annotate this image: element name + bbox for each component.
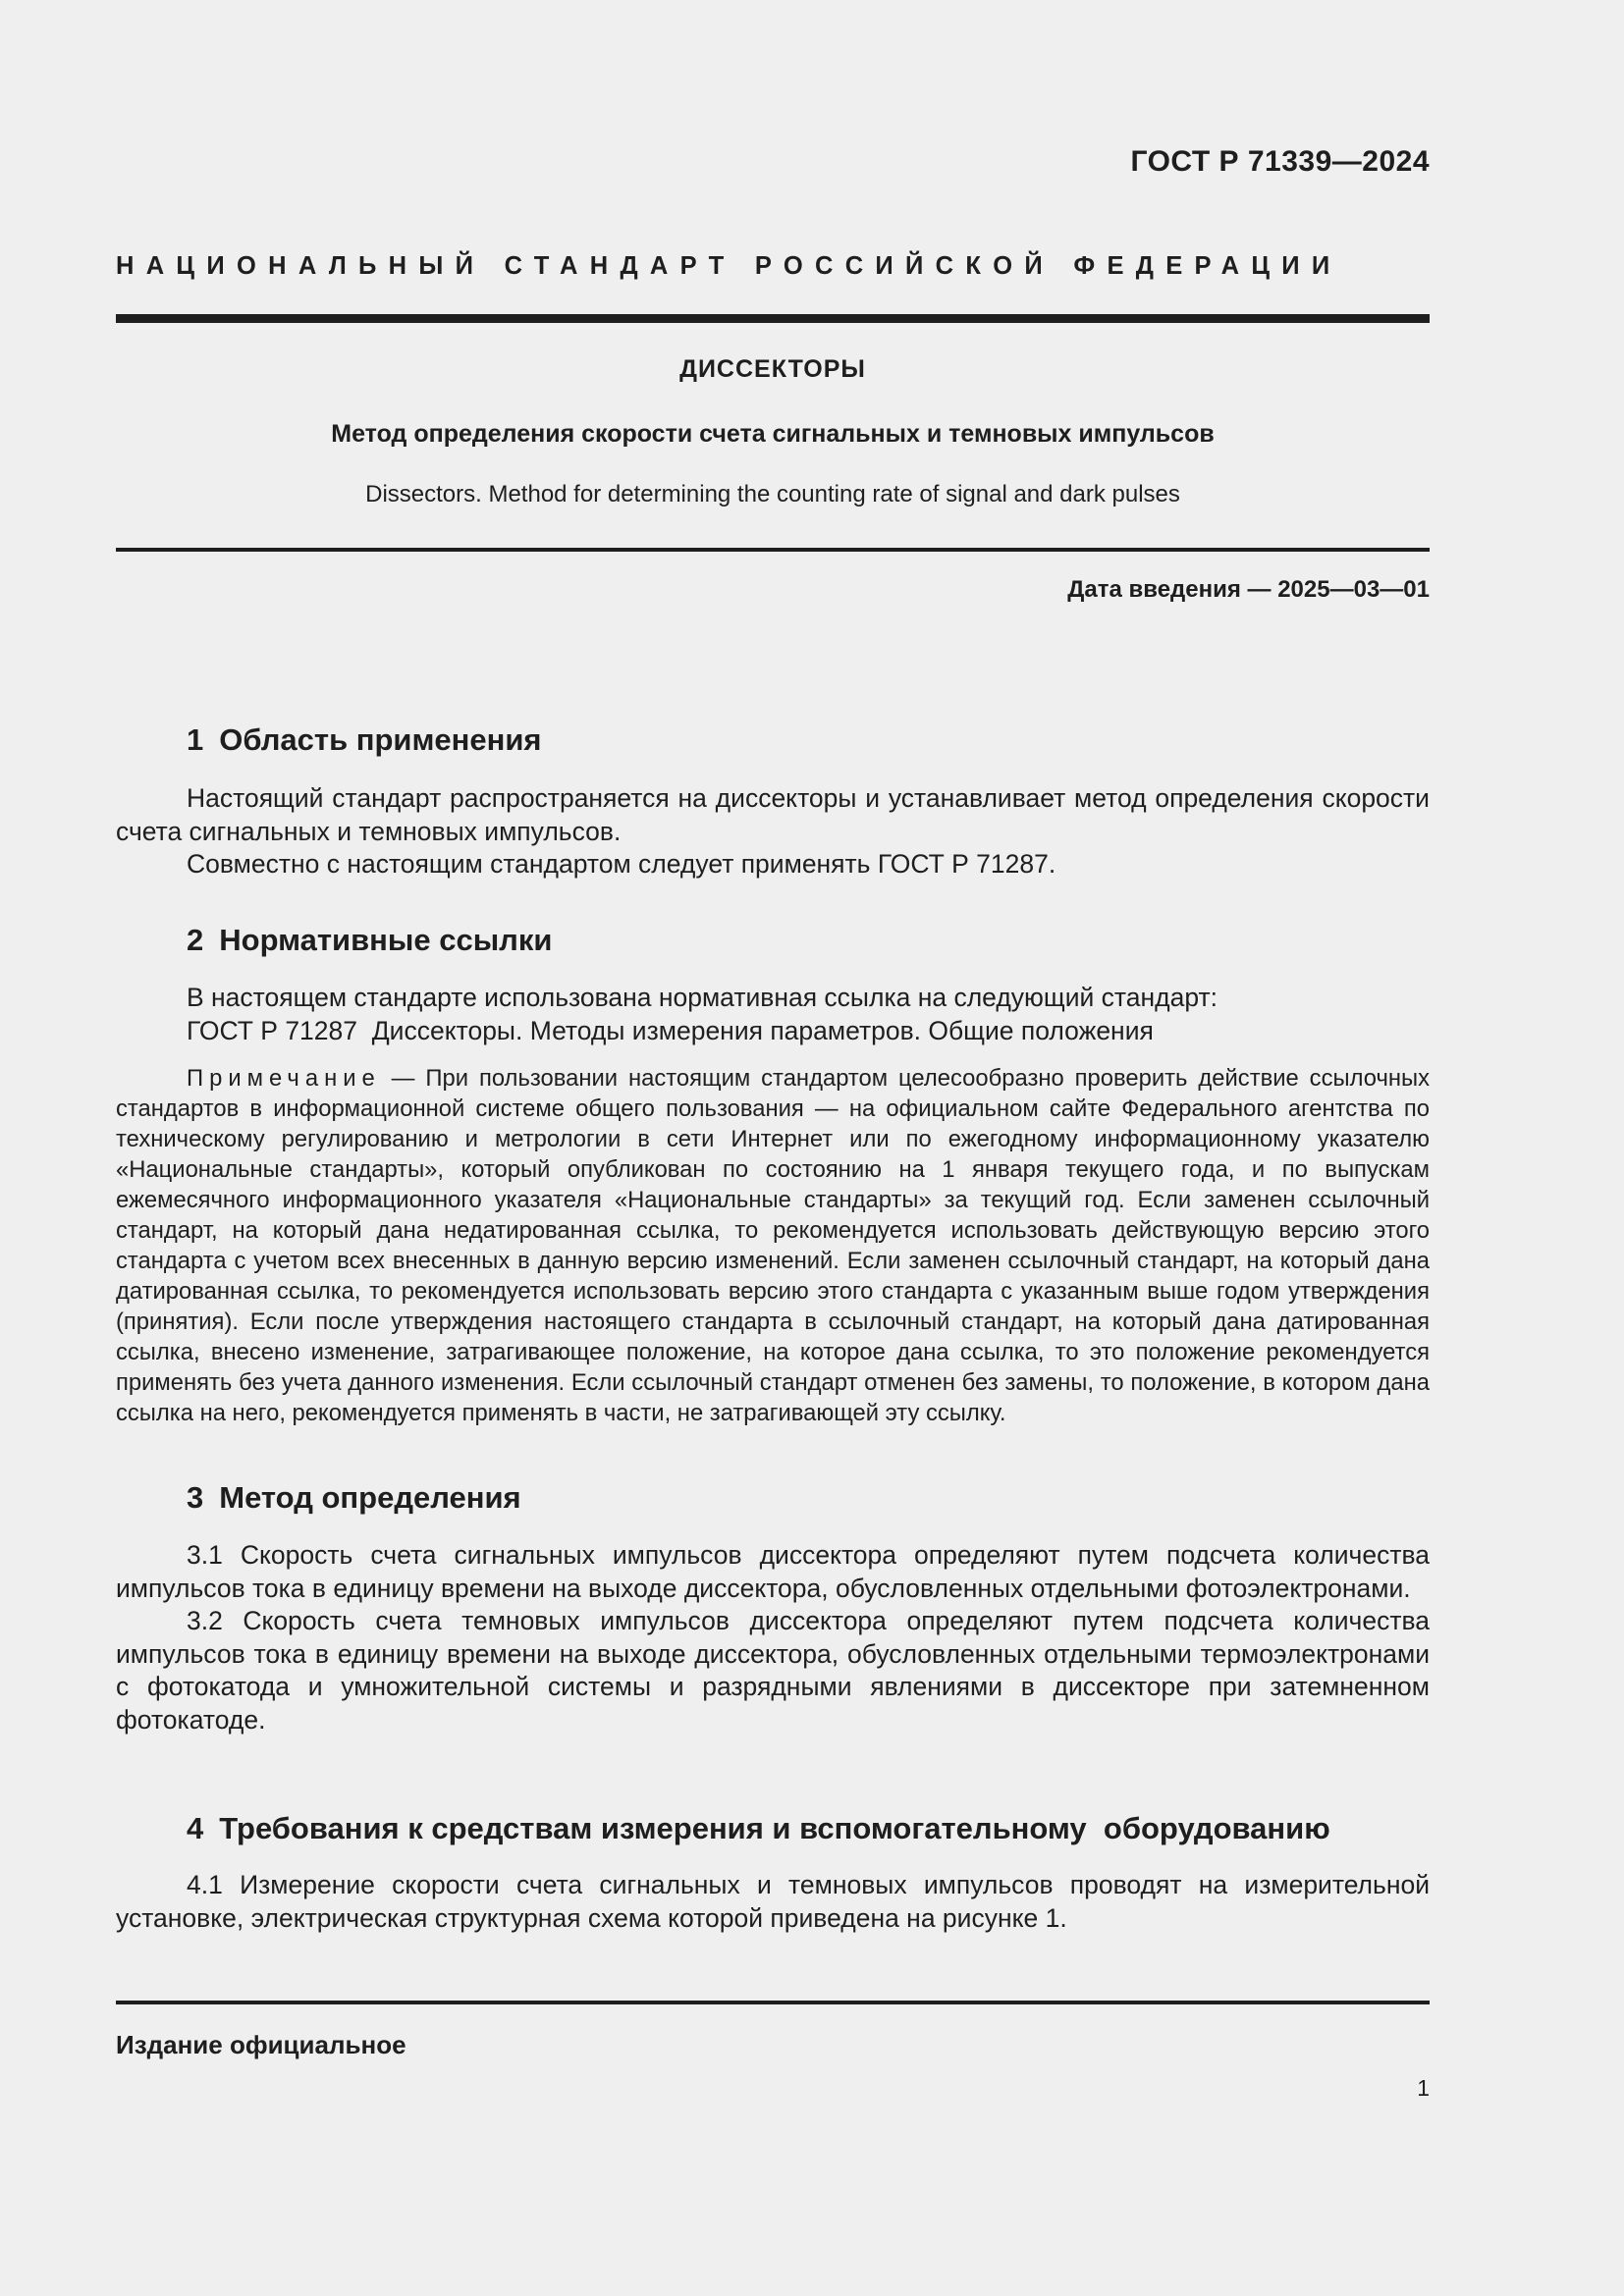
section-heading-1 — [187, 722, 1430, 758]
paragraph: 3.1 Скорость счета сигнальных импульсов диссектора определяют путем подсчета количества импульсов тока в единицу времени на выходе диссектора, обусловленных отдельными фотоэлектронами. — [116, 1540, 1430, 1603]
paragraph: Настоящий стандарт распространяется на диссекторы и устанавливает метод определения скорости счета сигнальных и темновых импульсов. — [116, 783, 1430, 846]
document-code: ГОСТ Р 71339—2024 — [1130, 145, 1430, 178]
note-label: Примечание — [187, 1065, 381, 1092]
note-text: — При пользовании настоящим стандартом целесообразно проверить действие ссылочных стандартов в информационной системе общего пользования — на официальном сайте Федерального агентства по техническому регулированию и метрологии в сети Интернет или по ежегодному информационному указателю «Национальные стандарты», который опубликован по состоянию на 1 января текущего года, и по выпускам ежемесячного информационного указателя «Национальные стандарты» за текущий год. Если заменен ссылочный стандарт, на который дана недатированная ссылка, то рекомендуется использовать действующую версию этого стандарта с учетом всех внесенных в данную версию изменений. Если заменен ссылочный стандарт, на который дана датированная ссылка, то рекомендуется использовать версию этого стандарта с указанным выше годом утверждения (принятия). Если после утверждения настоящего стандарта в ссылочный стандарт, на который дана датированная ссылка, внесено изменение, затрагивающее положение, на которое дана ссылка, то это положение рекомендуется применять без учета данного изменения. Если ссылочный стандарт отменен без замены, то положение, в котором дана ссылка на него, рекомендуется применять в части, не затрагивающей эту ссылку. — [116, 1065, 1430, 1426]
section-body-2 — [116, 982, 1430, 1047]
section-title: Метод определения — [219, 1480, 521, 1515]
document-subtitle: Метод определения скорости счета сигнальных и темновых импульсов — [331, 420, 1215, 448]
paragraph: 4.1 Измерение скорости счета сигнальных и темновых импульсов проводят на измерительной установке, электрическая структурная схема которой приведена на рисунке 1. — [116, 1870, 1430, 1933]
footer-rule — [116, 2001, 1430, 2004]
page-number: 1 — [1417, 2075, 1430, 2101]
paragraph: В настоящем стандарте использована нормативная ссылка на следующий стандарт: — [187, 983, 1218, 1012]
title-rule — [116, 548, 1430, 552]
section-heading-2 — [187, 923, 1430, 958]
section-body-1 — [116, 782, 1430, 881]
section-heading-4 — [187, 1811, 1430, 1846]
section-title: Область применения — [219, 722, 542, 757]
section-number: 3 — [187, 1480, 204, 1515]
national-standard-heading: НАЦИОНАЛЬНЫЙ СТАНДАРТ РОССИЙСКОЙ ФЕДЕРАЦИИ — [116, 252, 1342, 280]
section-number: 1 — [187, 722, 204, 757]
document-page — [116, 0, 1430, 2296]
section-number: 2 — [187, 923, 204, 957]
section-number: 4 — [187, 1811, 204, 1845]
reference-entry: ГОСТ Р 71287 Диссекторы. Методы измерения параметров. Общие положения — [187, 1015, 1154, 1045]
section-title: Нормативные ссылки — [219, 923, 553, 957]
section-heading-3 — [187, 1480, 1430, 1516]
paragraph: 3.2 Скорость счета темновых импульсов диссектора определяют путем подсчета количества импульсов тока в единицу времени на выходе диссектора, обусловленных отдельными термоэлектронами с фотокатода и умножительной системы и разрядными явлениями в диссекторе при затемненном фотокатоде. — [116, 1606, 1430, 1735]
section-title: Требования к средствам измерения и вспомогательному оборудованию — [219, 1811, 1330, 1845]
paragraph: Совместно с настоящим стандартом следует применять ГОСТ Р 71287. — [187, 849, 1056, 879]
document-title: ДИССЕКТОРЫ — [679, 355, 866, 383]
section-body-3 — [116, 1539, 1430, 1736]
introduction-date: Дата введения — 2025—03—01 — [1067, 576, 1430, 603]
note-block — [116, 1063, 1430, 1428]
header-rule — [116, 314, 1430, 323]
document-title-english: Dissectors. Method for determining the counting rate of signal and dark pulses — [365, 481, 1180, 507]
section-body-4 — [116, 1869, 1430, 1935]
edition-label: Издание официальное — [116, 2030, 406, 2059]
